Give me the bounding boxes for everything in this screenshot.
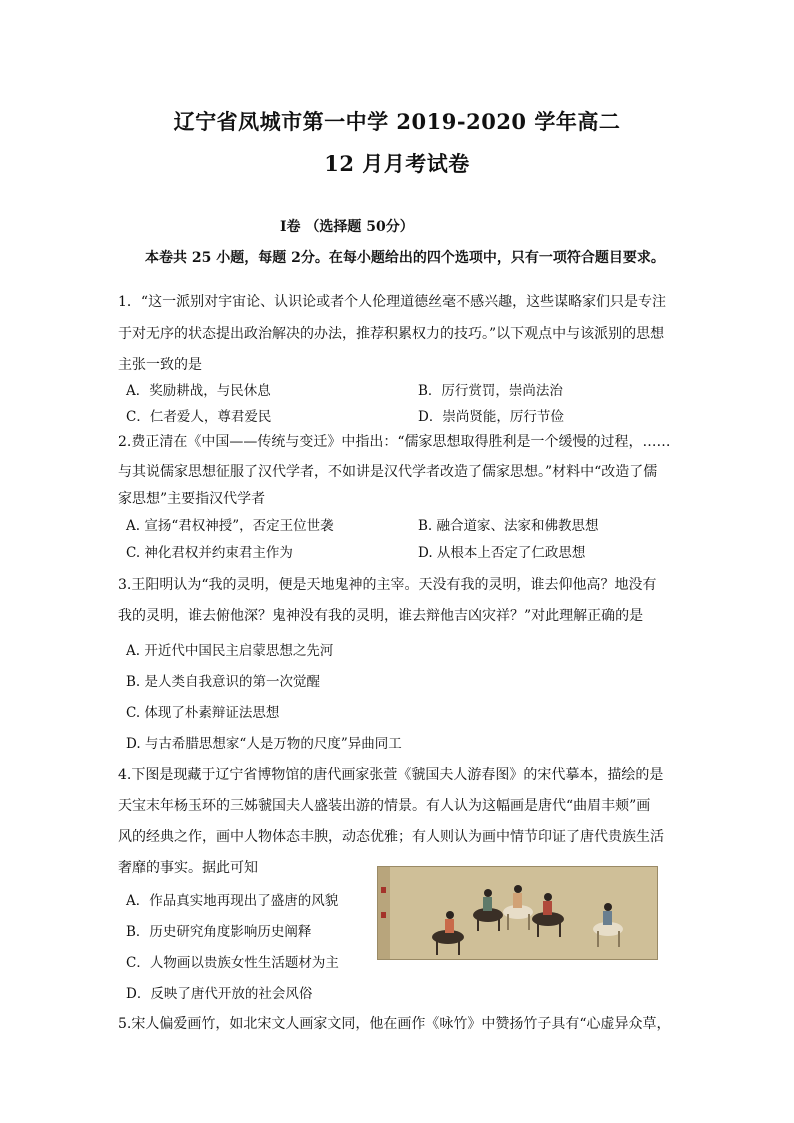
q4-stem-line-1: 4.下图是现藏于辽宁省博物馆的唐代画家张萱《虢国夫人游春图》的宋代摹本，描绘的是 (118, 767, 664, 783)
q3-option-d: D. 与古希腊思想家“人是万物的尺度”异曲同工 (126, 736, 402, 752)
q1-stem-line-1: 1．“这一派别对宇宙论、认识论或者个人伦理道德丝毫不感兴趣，这些谋略家们只是专注 (118, 294, 667, 310)
q5-stem-line-1: 5.宋人偏爱画竹，如北宋文人画家文同，他在画作《咏竹》中赞扬竹子具有“心虚异众草， (118, 1016, 671, 1032)
q3-option-b: B. 是人类自我意识的第一次觉醒 (126, 674, 321, 690)
section-instructions: 本卷共 25 小题，每题 2分。在每小题给出的四个选项中，只有一项符合题目要求。 (145, 250, 665, 266)
q2-option-c: C. 神化君权并约束君主作为 (126, 545, 293, 561)
q2-option-b: B. 融合道家、法家和佛教思想 (418, 518, 599, 534)
q1-option-b: B．厉行赏罚，崇尚法治 (418, 383, 563, 399)
q4-option-b: B．历史研究角度影响历史阐释 (126, 924, 312, 940)
q4-option-a: A．作品真实地再现出了盛唐的风貌 (126, 893, 339, 909)
q4-stem-line-3: 风的经典之作，画中人物体态丰腴，动态优雅；有人则认为画中情节印证了唐代贵族生活 (118, 829, 664, 845)
q1-option-d: D．崇尚贤能，厉行节俭 (418, 409, 564, 425)
q1-option-a: A．奖励耕战，与民休息 (126, 383, 271, 399)
q4-stem-line-4: 奢靡的事实。据此可知 (118, 860, 258, 876)
q4-option-c: C．人物画以贵族女性生活题材为主 (126, 955, 339, 971)
q2-stem-line-2: 与其说儒家思想征服了汉代学者，不如讲是汉代学者改造了儒家思想。”材料中“改造了儒 (118, 464, 658, 480)
exam-title: 辽宁省凤城市第一中学 2019-2020 学年高二 (173, 109, 621, 134)
q2-option-a: A. 宣扬“君权神授”，否定王位世袭 (126, 518, 334, 534)
section-heading: I卷 （选择题 50分） (280, 219, 414, 235)
painting-image (377, 866, 658, 960)
q3-option-c: C. 体现了朴素辩证法思想 (126, 705, 280, 721)
q2-stem-line-3: 家思想”主要指汉代学者 (118, 491, 266, 507)
q2-stem-line-1: 2.费正清在《中国——传统与变迁》中指出：“儒家思想取得胜利是一个缓慢的过程，…… (118, 434, 671, 450)
q2-option-d: D. 从根本上否定了仁政思想 (418, 545, 586, 561)
q1-stem-line-3: 主张一致的是 (118, 357, 202, 373)
painting-illustration (378, 867, 657, 959)
q1-option-c: C．仁者爱人，尊君爱民 (126, 409, 272, 425)
q1-stem-line-2: 于对无序的状态提出政治解决的办法，推荐积累权力的技巧。”以下观点中与该派别的思想 (118, 326, 665, 342)
q3-option-a: A. 开近代中国民主启蒙思想之先河 (126, 643, 334, 659)
q4-stem-line-2: 天宝末年杨玉环的三姊虢国夫人盛装出游的情景。有人认为这幅画是唐代“曲眉丰颊”画 (118, 798, 651, 814)
q4-option-d: D．反映了唐代开放的社会风俗 (126, 986, 313, 1002)
q3-stem-line-1: 3.王阳明认为“我的灵明，便是天地鬼神的主宰。天没有我的灵明，谁去仰他高？地没有 (118, 577, 657, 593)
q3-stem-line-2: 我的灵明，谁去俯他深？鬼神没有我的灵明，谁去辩他吉凶灾祥？”对此理解正确的是 (118, 608, 644, 624)
exam-subtitle: 12 月月考试卷 (324, 151, 470, 176)
